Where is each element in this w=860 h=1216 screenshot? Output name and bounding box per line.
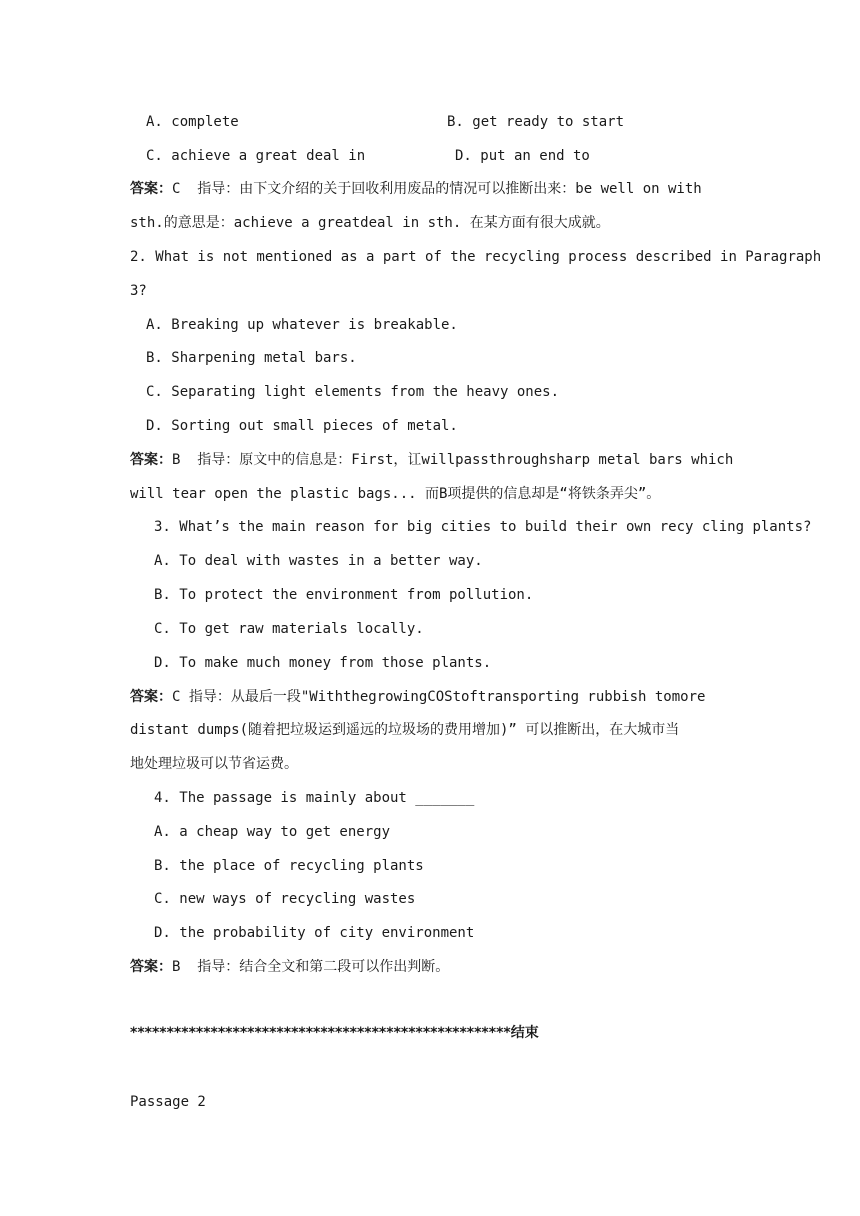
answer-label: 答案： bbox=[130, 452, 172, 468]
q1-answer-cont: sth.的意思是：achieve a greatdeal in sth. 在某方面有很大成就。 bbox=[130, 215, 610, 231]
q4-answer bbox=[130, 958, 449, 976]
q4-option-d: D. the probability of city environment bbox=[154, 925, 475, 941]
q4-option-c: C. new ways of recycling wastes bbox=[154, 891, 416, 907]
q1-answer bbox=[130, 180, 702, 198]
q1-option-a: A. complete bbox=[146, 114, 239, 130]
answer-label: 答案： bbox=[130, 959, 172, 975]
q2-option-b: B. Sharpening metal bars. bbox=[146, 350, 357, 366]
q4-option-b: B. the place of recycling plants bbox=[154, 858, 424, 874]
q2-option-c: C. Separating light elements from the heavy ones. bbox=[146, 384, 560, 400]
answer-text: C 指导：从最后一段"WiththegrowingCOStoftransporting rubbish tomore bbox=[172, 689, 706, 705]
q2-option-a: A. Breaking up whatever is breakable. bbox=[146, 317, 458, 333]
q3-option-d: D. To make much money from those plants. bbox=[154, 655, 492, 671]
q3-option-a: A. To deal with wastes in a better way. bbox=[154, 553, 483, 569]
q2-question: 2. What is not mentioned as a part of the recycling process described in Paragraph bbox=[130, 249, 822, 265]
answer-label: 答案： bbox=[130, 689, 172, 705]
q3-option-c: C. To get raw materials locally. bbox=[154, 621, 424, 637]
q3-option-b: B. To protect the environment from pollution. bbox=[154, 587, 534, 603]
end-marker: ****************************************************结束 bbox=[130, 1025, 539, 1041]
q3-answer bbox=[130, 688, 705, 706]
q3-question: 3. What’s the main reason for big cities to build their own recy cling plants? bbox=[154, 519, 812, 535]
q3-answer-cont2: 地处理垃圾可以节省运费。 bbox=[130, 756, 298, 772]
next-passage-heading: Passage 2 bbox=[130, 1094, 206, 1110]
answer-text: B 指导：结合全文和第二段可以作出判断。 bbox=[172, 959, 450, 975]
answer-text: B 指导：原文中的信息是：First，讧willpassthroughsharp metal bars which bbox=[172, 452, 734, 468]
q2-option-d: D. Sorting out small pieces of metal. bbox=[146, 418, 458, 434]
answer-text: C 指导：由下文介绍的关于回收利用废品的情况可以推断出来：be well on with bbox=[172, 181, 702, 197]
q3-answer-cont: distant dumps(随着把垃圾运到遥远的垃圾场的费用增加)” 可以推断出，在大城市当 bbox=[130, 722, 680, 738]
answer-label: 答案： bbox=[130, 181, 172, 197]
q4-option-a: A. a cheap way to get energy bbox=[154, 824, 391, 840]
q2-answer bbox=[130, 451, 733, 469]
q1-option-c: C. achieve a great deal in bbox=[146, 148, 366, 164]
q2-question-cont: 3? bbox=[130, 283, 147, 299]
q4-question: 4. The passage is mainly about _______ bbox=[154, 790, 475, 806]
q1-option-d: D. put an end to bbox=[455, 148, 590, 164]
q1-option-b: B. get ready to start bbox=[447, 114, 625, 130]
q2-answer-cont: will tear open the plastic bags... 而B项提供的信息却是“将铁条弄尖”。 bbox=[130, 486, 661, 502]
